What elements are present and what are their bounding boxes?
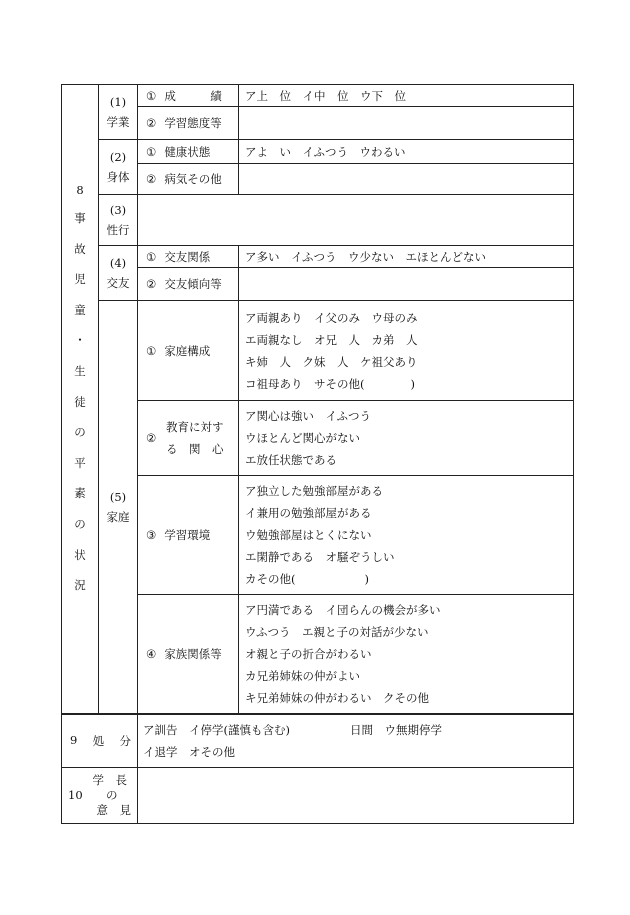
item-label: 病気その他 <box>164 172 222 186</box>
friends-number: (4) <box>109 256 127 270</box>
disposition-label-2: 分 <box>119 734 131 748</box>
item-label: 学習態度等 <box>164 116 222 130</box>
section8-number: 8 <box>76 183 84 197</box>
home-number: (5) <box>109 490 127 504</box>
option-line: キ姉 人 ク妹 人 ケ祖父あり <box>245 354 418 369</box>
friend-tendency-label <box>138 268 239 301</box>
family-structure-options[interactable] <box>239 301 574 401</box>
title-char: 況 <box>74 578 86 593</box>
study-attitude-label <box>138 107 239 140</box>
education-interest-label <box>138 401 239 476</box>
study-env-options[interactable] <box>239 476 574 595</box>
body-number: (2) <box>109 150 127 164</box>
conduct-number: (3) <box>109 203 127 217</box>
circle-number: ① <box>146 249 157 264</box>
title-char: 素 <box>74 486 86 501</box>
home-header <box>99 301 138 714</box>
study-attitude-value[interactable] <box>239 107 574 140</box>
family-relations-label <box>138 595 239 714</box>
title-char: 児 <box>74 272 86 287</box>
option-line: コ祖母あり サその他( ) <box>245 376 415 391</box>
circle-number: ② <box>146 116 157 130</box>
title-char: 事 <box>74 211 86 225</box>
option-line: ウ勉強部屋はとくにない <box>245 528 372 542</box>
option-line: キ兄弟姉妹の仲がわるい クその他 <box>245 691 429 705</box>
option-line: イ退学 オその他 <box>143 745 235 759</box>
body-header <box>99 140 138 195</box>
option-line: カその他( ) <box>245 572 369 586</box>
circle-number: ① <box>146 343 157 358</box>
title-char: 徒 <box>74 394 86 409</box>
item-label: 家庭構成 <box>164 343 211 358</box>
circle-number: ③ <box>146 528 157 542</box>
title-char: 平 <box>74 455 86 470</box>
disposition-table <box>61 714 574 824</box>
health-label <box>138 140 239 164</box>
family-structure-label <box>138 301 239 401</box>
circle-number: ① <box>146 144 157 159</box>
section8-header <box>62 85 99 714</box>
title-char: 故 <box>74 241 86 256</box>
option-line: エ放任状態である <box>245 453 337 467</box>
option-text: ア訓告 イ停学(謹慎も含む) <box>143 723 290 737</box>
option-line: イ兼用の勉強部屋がある <box>245 506 372 520</box>
academics-label: 学業 <box>106 115 130 129</box>
opinion-number: 10 <box>68 788 83 802</box>
opinion-label-2: の <box>106 788 118 802</box>
principal-opinion-header <box>62 768 138 824</box>
title-char: 童 <box>74 302 86 317</box>
opinion-label-3: 意 見 <box>96 803 131 817</box>
disposition-header <box>62 715 138 768</box>
circle-number: ① <box>146 88 157 103</box>
item-label-line2: る 関 心 <box>166 442 224 456</box>
friendship-value[interactable]: ア多い イふつう ウ少ない エほとんどない <box>239 246 574 268</box>
item-label: 交友傾向等 <box>164 277 222 291</box>
academics-header <box>99 85 138 140</box>
health-value[interactable]: アよ い イふつう ウわるい <box>239 140 574 164</box>
student-record-form <box>61 84 574 714</box>
circle-number: ② <box>146 431 157 445</box>
option-line <box>143 719 573 741</box>
option-line: エ両親なし オ兄 人 カ弟 人 <box>245 332 418 347</box>
friendship-label <box>138 246 239 268</box>
option-line: ウほとんど関心がない <box>245 431 360 445</box>
illness-value[interactable] <box>239 164 574 195</box>
title-char: ・ <box>74 333 86 348</box>
education-interest-options[interactable] <box>239 401 574 476</box>
friend-tendency-value[interactable] <box>239 268 574 301</box>
item-label-line1: 教育に対す <box>166 420 224 434</box>
option-line: エ閑静である オ騒ぞうしい <box>245 550 395 564</box>
item-label: 交友関係 <box>164 249 211 264</box>
title-char: の <box>74 516 86 531</box>
circle-number: ② <box>146 277 157 291</box>
disposition-options[interactable] <box>138 715 574 768</box>
title-char: 生 <box>74 363 86 378</box>
conduct-header <box>99 195 138 246</box>
conduct-value[interactable] <box>138 195 574 246</box>
grades-label <box>138 85 239 107</box>
option-line: カ兄弟姉妹の仲がよい <box>245 669 360 683</box>
option-line: ウふつう エ親と子の対話が少ない <box>245 625 429 639</box>
title-char: 状 <box>74 547 86 562</box>
grades-value[interactable]: ア上 位 イ中 位 ウ下 位 <box>239 85 574 107</box>
conduct-label: 性行 <box>106 223 130 237</box>
option-line: ア円満である イ団らんの機会が多い <box>245 603 441 617</box>
friends-header <box>99 246 138 301</box>
study-env-label <box>138 476 239 595</box>
academics-number: (1) <box>109 95 127 109</box>
disposition-number: 9 <box>70 733 78 747</box>
friends-label: 交友 <box>106 276 130 290</box>
circle-number: ② <box>146 172 157 186</box>
option-line: ア独立した勉強部屋がある <box>245 484 383 498</box>
home-label: 家庭 <box>106 510 130 524</box>
option-line: ア両親あり イ父のみ ウ母のみ <box>245 310 418 325</box>
item-label: 家族関係等 <box>164 647 222 661</box>
body-label: 身体 <box>106 170 130 184</box>
section8-title <box>62 203 98 601</box>
title-char: の <box>74 425 86 440</box>
opinion-label-1: 学 長 <box>92 773 127 787</box>
circle-number: ④ <box>146 647 157 661</box>
illness-label <box>138 164 239 195</box>
principal-opinion-value[interactable] <box>138 768 574 824</box>
item-label: 学習環境 <box>164 528 211 542</box>
family-relations-options[interactable] <box>239 595 574 714</box>
item-label: 健康状態 <box>164 144 211 159</box>
option-line: ア関心は強い イふつう <box>245 409 372 423</box>
option-text: 日間 ウ無期停学 <box>349 723 442 737</box>
item-label: 成 績 <box>164 88 222 103</box>
disposition-label-1: 処 <box>92 734 105 748</box>
option-line: オ親と子の折合がわるい <box>245 647 372 661</box>
